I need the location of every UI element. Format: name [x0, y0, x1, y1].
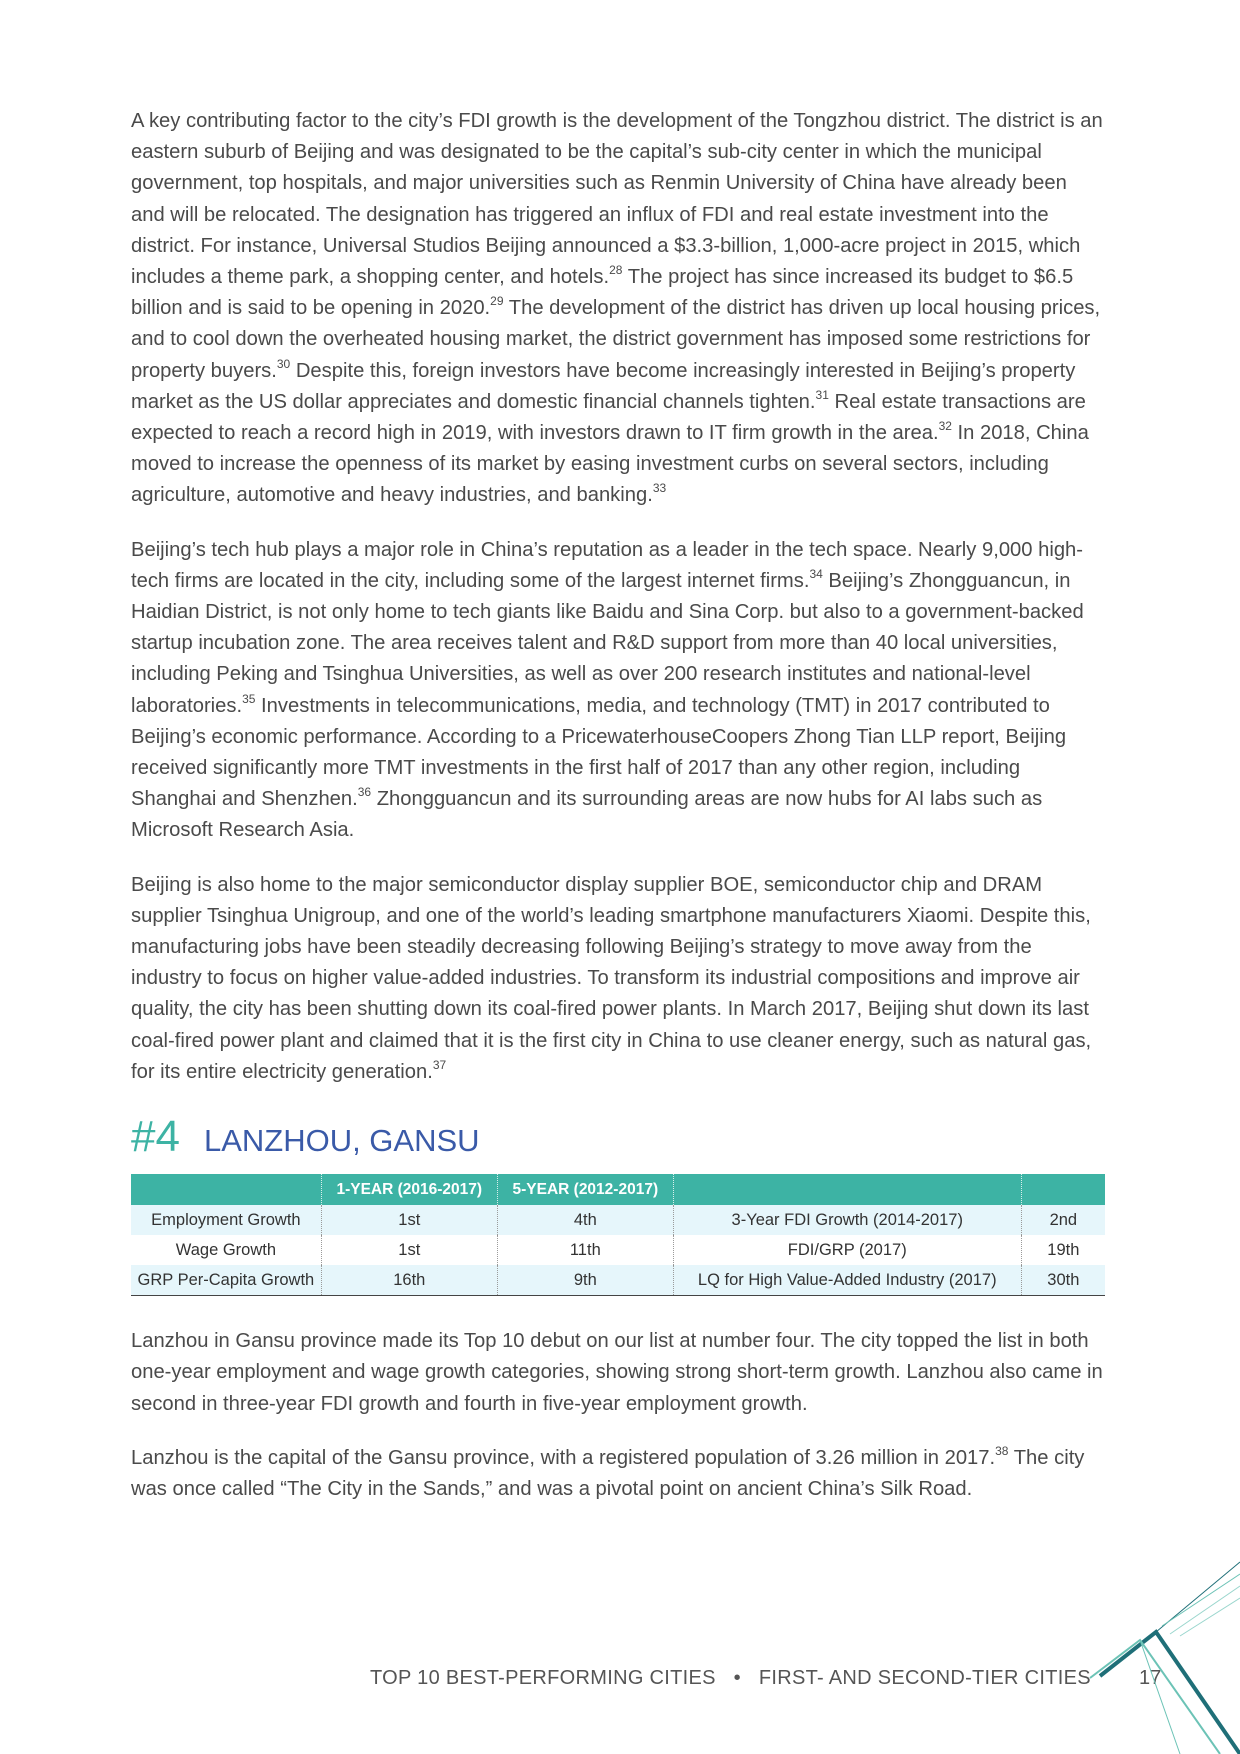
- table-cell: 16th: [321, 1265, 497, 1296]
- rank-number: #4: [131, 1112, 180, 1162]
- paragraph-text: Zhongguancun and its surrounding areas are now hubs for AI labs such as Microsoft Research Asia.: [131, 788, 1043, 842]
- table-cell: 2nd: [1021, 1205, 1105, 1235]
- paragraph-text: Beijing’s tech hub plays a major role in China’s reputation as a leader in the tech space. Nearly 9,000 high-tech firms are located in the city, including some of the largest internet firms.: [131, 538, 1083, 592]
- footnote-ref[interactable]: 31: [815, 387, 829, 402]
- body-text: [131, 106, 1105, 1088]
- ranking-table: [131, 1174, 1105, 1296]
- paragraph: [131, 1443, 1105, 1505]
- footnote-ref[interactable]: 28: [609, 263, 623, 278]
- footnote-ref[interactable]: 38: [995, 1443, 1009, 1458]
- paragraph-text: Despite this, foreign investors have become increasingly interested in Beijing’s property market as the US dollar appreciates and domestic financial channels tighten.: [131, 359, 1076, 413]
- table-cell: 1st: [321, 1235, 497, 1265]
- table-cell: Employment Growth: [131, 1205, 321, 1235]
- footnote-ref[interactable]: 30: [276, 356, 291, 371]
- table-cell: 1st: [321, 1205, 497, 1235]
- paragraph-text: The project has since increased its budget to $6.5 billion and is said to be opening in 2020.: [131, 266, 1074, 320]
- paragraph: [131, 106, 1105, 512]
- footnote-ref[interactable]: 33: [652, 481, 667, 496]
- paragraph-text: Lanzhou is the capital of the Gansu province, with a registered population of 3.26 million in 2017.: [131, 1446, 996, 1469]
- table-header-cell: [1021, 1174, 1105, 1205]
- table-cell: GRP Per-Capita Growth: [131, 1265, 321, 1296]
- footnote-ref[interactable]: 29: [490, 294, 504, 309]
- paragraph-text: Beijing’s Zhongguancun, in Haidian District, is not only home to tech giants like Baidu and Sina Corp. but also to a government-backed startup incubation zone. The area receives talent and R&D support from more than 40 local universities, including Peking and Tsinghua Universities, as well as over 200 research institutes and national-level laboratories.: [131, 569, 1084, 717]
- paragraph: [131, 870, 1105, 1088]
- table-cell: LQ for High Value-Added Industry (2017): [673, 1265, 1021, 1296]
- table-header-cell: 5-YEAR (2012-2017): [497, 1174, 673, 1205]
- table-cell: 3-Year FDI Growth (2014-2017): [673, 1205, 1021, 1235]
- page-number: 17: [1139, 1667, 1162, 1689]
- city-title: LANZHOU, GANSU: [203, 1123, 480, 1159]
- table-header-row: [131, 1174, 1105, 1205]
- footnote-ref[interactable]: 34: [809, 566, 823, 581]
- footnote-ref[interactable]: 35: [242, 691, 256, 706]
- table-row: [131, 1205, 1105, 1235]
- table-header-cell: [131, 1174, 321, 1205]
- footnote-ref[interactable]: 36: [357, 785, 372, 800]
- paragraph-text: A key contributing factor to the city’s FDI growth is the development of the Tongzhou district. The district is an eastern suburb of Beijing and was designated to be the capital’s sub-city center in which the municipal government, top hospitals, and major universities such as Renmin University of China have already been and will be relocated. The designation has triggered an influx of FDI and real estate investment into the district. For instance, Universal Studios Beijing announced a $3.3-billion, 1,000-acre project in 2015, which includes a theme park, a shopping center, and hotels.: [131, 110, 1103, 289]
- table-row: [131, 1235, 1105, 1265]
- table-header-cell: [673, 1174, 1021, 1205]
- footer-section-title: FIRST- AND SECOND-TIER CITIES: [758, 1667, 1091, 1689]
- corner-line: [1100, 1632, 1240, 1754]
- paragraph-text: Lanzhou in Gansu province made its Top 10 debut on our list at number four. The city topped the list in both one-year employment and wage growth categories, showing strong short-term growth. Lanzhou also came in second in three-year FDI growth and fourth in five-year employment growth.: [131, 1330, 1103, 1415]
- paragraph-text: Beijing is also home to the major semiconductor display supplier BOE, semiconductor chip and DRAM supplier Tsinghua Unigroup, and one of the world’s leading smartphone manufacturers Xiaomi. Despite this, manufacturing jobs have been steadily decreasing following Beijing’s strategy to move away from the industry to focus on higher value-added industries. To transform its industrial compositions and improve air quality, the city has been shutting down its coal-fired power plants. In March 2017, Beijing shut down its last coal-fired power plant and claimed that it is the first city in China to use cleaner energy, such as natural gas, for its entire electricity generation.: [131, 873, 1092, 1083]
- running-footer: [370, 1667, 1091, 1690]
- paragraph: [131, 1326, 1105, 1420]
- section-heading: [131, 1112, 1105, 1168]
- footer-report-title: TOP 10 BEST-PERFORMING CITIES: [370, 1667, 716, 1689]
- footer-bullet: •: [733, 1667, 741, 1689]
- table-cell: 30th: [1021, 1265, 1105, 1296]
- footnote-ref[interactable]: 32: [938, 419, 952, 434]
- paragraph-text: In 2018, China moved to increase the openness of its market by easing investment curbs on several sectors, including agriculture, automotive and heavy industries, and banking.: [131, 422, 1089, 507]
- table-cell: 9th: [497, 1265, 673, 1296]
- corner-line: [1180, 1598, 1240, 1636]
- table-cell: 19th: [1021, 1235, 1105, 1265]
- lanzhou-text: [131, 1326, 1105, 1505]
- paragraph-text: Real estate transactions are expected to reach a record high in 2019, with investors drawn to IT firm growth in the area.: [131, 390, 1086, 445]
- table-header-cell: 1-YEAR (2016-2017): [321, 1174, 497, 1205]
- table-cell: 11th: [497, 1235, 673, 1265]
- paragraph-text: The city was once called “The City in the Sands,” and was a pivotal point on ancient China’s Silk Road.: [131, 1446, 1085, 1500]
- corner-line: [1170, 1586, 1240, 1634]
- paragraph-text: The development of the district has driven up local housing prices, and to cool down the overheated housing market, the district government has imposed some restrictions for property buyers.: [131, 297, 1101, 382]
- corner-decoration: [1080, 1560, 1240, 1754]
- table-cell: Wage Growth: [131, 1235, 321, 1265]
- table-cell: 4th: [497, 1205, 673, 1235]
- table-cell: FDI/GRP (2017): [673, 1235, 1021, 1265]
- table-row: [131, 1265, 1105, 1296]
- paragraph: [131, 535, 1105, 847]
- corner-line: [1162, 1574, 1240, 1626]
- paragraph-text: Investments in telecommunications, media, and technology (TMT) in 2017 contributed to Beijing’s economic performance. According to a PricewaterhouseCoopers Zhong Tian LLP report, Beijing received significantly more TMT investments in the first half of 2017 than any other region, including Shanghai and Shenzhen.: [131, 694, 1067, 811]
- footnote-ref[interactable]: 37: [432, 1057, 447, 1072]
- page-content: [131, 106, 1105, 1528]
